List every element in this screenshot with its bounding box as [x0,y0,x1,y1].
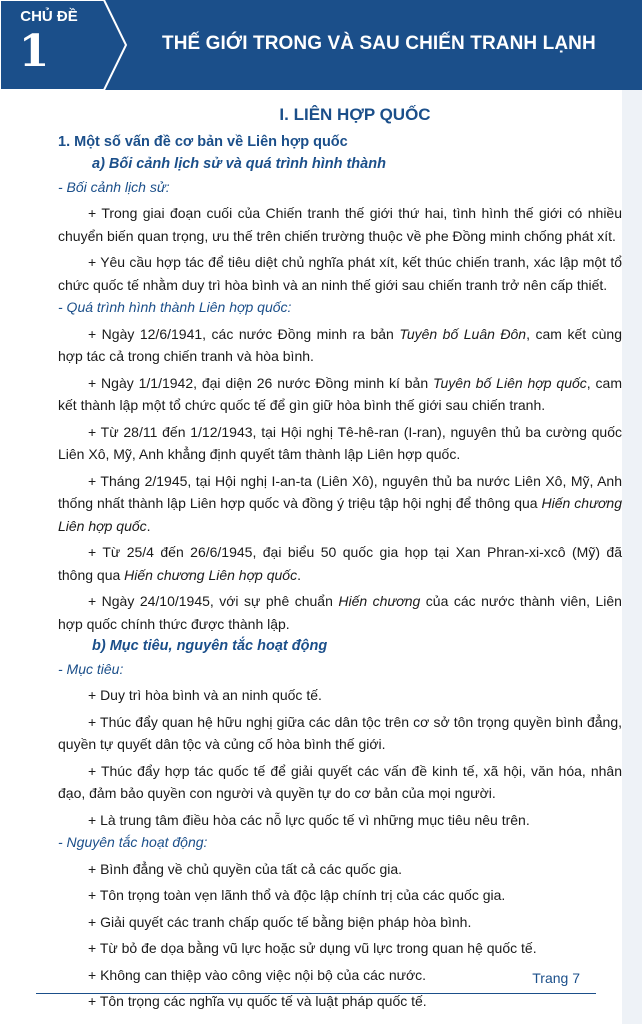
paragraph: + Thúc đẩy hợp tác quốc tế để giải quyết các vấn đề kinh tế, xã hội, văn hóa, nhân đạo, đảm bảo quyền con người và quyền tự do cơ bản của mọi người. [58,762,622,801]
paragraph: + Không can thiệp vào công việc nội bộ của các nước. [88,966,427,983]
chapter-number: 1 [18,26,50,77]
chapter-label: CHỦ ĐỀ [20,8,78,25]
subheading-goals: - Mục tiêu: [58,660,124,677]
section-title: I. LIÊN HỢP QUỐC [279,105,431,124]
paragraph: + Từ bỏ đe dọa bằng vũ lực hoặc sử dụng vũ lực trong quan hệ quốc tế. [88,940,537,956]
subheading-formation: - Quá trình hình thành Liên hợp quốc: [58,299,292,315]
chapter-header [0,0,642,90]
page-body [50,104,622,1013]
paragraph: + Từ 28/11 đến 1/12/1943, tại Hội nghị Tê-hê-ran (I-ran), nguyên thủ ba cường quốc Liên Xô, Mỹ, Anh khẳng định quyết tâm thành lập Liên hợp quốc. [58,423,622,462]
heading-a: a) Bối cảnh lịch sử và quá trình hình thành [92,156,386,172]
page-number: Trang 7 [532,970,580,986]
paragraph: + Duy trì hòa bình và an ninh quốc tế. [88,687,322,703]
page-edge-shade [622,90,642,1024]
paragraph: + Ngày 24/10/1945, với sự phê chuẩn Hiến chương của các nước thành viên, Liên hợp quốc chính thức được thành lập. [58,593,622,632]
subheading-principles: - Nguyên tắc hoạt động: [58,834,208,850]
paragraph: + Giải quyết các tranh chấp quốc tế bằng biện pháp hòa bình. [88,913,472,930]
paragraph: + Tháng 2/1945, tại Hội nghị I-an-ta (Liên Xô), nguyên thủ ba nước Liên Xô, Mỹ, Anh thống nhất thành lập Liên hợp quốc và đồng ý triệu tập hội nghị để thông qua Hiến chương Liên hợp quốc. [58,472,622,534]
paragraph: + Bình đẳng về chủ quyền của tất cả các quốc gia. [88,860,403,877]
heading-1: 1. Một số vấn đề cơ bản về Liên hợp quốc [58,133,348,150]
paragraph: + Ngày 12/6/1941, các nước Đồng minh ra bản Tuyên bố Luân Đôn, cam kết cùng hợp tác cả trong chiến tranh và hòa bình. [58,325,622,364]
chapter-title: THẾ GIỚI TRONG VÀ SAU CHIẾN TRANH LẠNH [162,33,596,54]
paragraph: + Từ 25/4 đến 26/6/1945, đại biểu 50 quốc gia họp tại Xan Phran-xi-xcô (Mỹ) đã thông qua Hiến chương Liên hợp quốc. [58,544,622,583]
paragraph: + Thúc đẩy quan hệ hữu nghị giữa các dân tộc trên cơ sở tôn trọng quyền bình đẳng, quyền tự quyết dân tộc và củng cố hòa bình thế giới. [58,713,622,752]
subheading-context: - Bối cảnh lịch sử: [58,178,170,195]
paragraph: + Ngày 1/1/1942, đại diện 26 nước Đồng minh kí bản Tuyên bố Liên hợp quốc, cam kết thành lập một tổ chức quốc tế để gìn giữ hòa bình thế giới sau chiến tranh. [58,374,623,413]
paragraph: + Trong giai đoạn cuối của Chiến tranh thế giới thứ hai, tình hình thế giới có nhiều chuyển biến quan trọng, ưu thế trên chiến trường thuộc về phe Đồng minh chống phát xít. [58,205,622,244]
paragraph: + Là trung tâm điều hòa các nỗ lực quốc tế vì những mục tiêu nêu trên. [88,811,530,828]
footer-divider [36,993,596,994]
paragraph: + Tôn trọng toàn vẹn lãnh thổ và độc lập chính trị của các quốc gia. [88,887,506,903]
heading-b: b) Mục tiêu, nguyên tắc hoạt động [92,638,328,654]
paragraph: + Yêu cầu hợp tác để tiêu diệt chủ nghĩa phát xít, kết thúc chiến tranh, xác lập một tổ chức quốc tế nhằm duy trì hòa bình và an ninh thế giới sau chiến tranh trở nên cấp thiết. [58,254,622,293]
paragraph: + Tôn trọng các nghĩa vụ quốc tế và luật pháp quốc tế. [88,993,427,1009]
